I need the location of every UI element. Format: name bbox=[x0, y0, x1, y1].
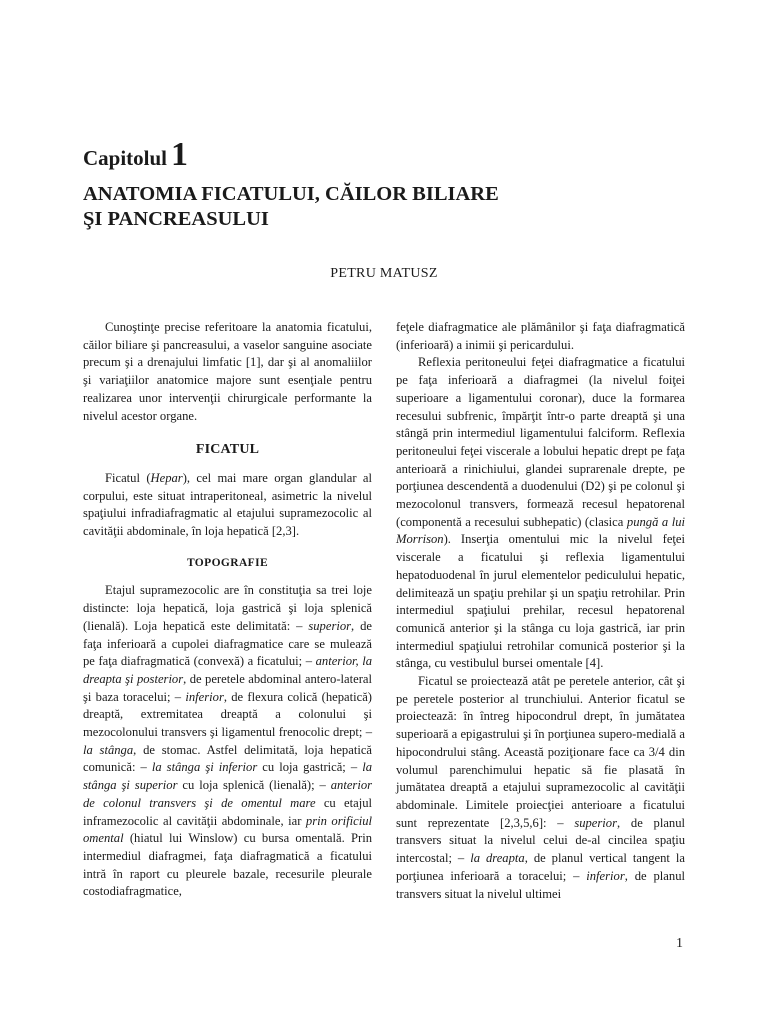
right-column bbox=[396, 319, 685, 903]
text-run: cu loja gastrică; – bbox=[257, 760, 363, 775]
italic-term: la dreapta bbox=[470, 851, 525, 866]
italic-term: inferior bbox=[185, 689, 224, 704]
text-run: , de stomac. Astfel delimitată, loja hepatică comunică: – bbox=[83, 742, 372, 775]
topografie-paragraph bbox=[83, 582, 372, 901]
italic-term: anterior de colonul transvers şi de omentul mare bbox=[83, 778, 373, 810]
text-run: ), cel mai mare organ glandular al corpului, este situat intraperitoneal, asimetric la nivelul spaţiului infradiafragmatic al etajului supramezocolic al cavităţii abdominale, în loja hepatică [2,3]. bbox=[83, 470, 372, 539]
text-run: , de peretele abdominal antero-lateral şi baza toracelui; – bbox=[83, 671, 372, 704]
chapter-title-line-1: ANATOMIA FICATULUI, CĂILOR BILIARE bbox=[83, 183, 499, 205]
page-number: 1 bbox=[676, 936, 683, 951]
text-run: Reflexia peritoneului feţei diafragmatice a ficatului pe faţa inferioară a diafragmei (la nivelul foiţei superioare a ligamentului coronar), duce la formarea recesului subfrenic, împărţit într-o parte dreaptă şi una stângă prin intermediul ligamentului falciform. Reflexia peritoneului feţei viscerale a lobului hepatic drept pe faţa anterioară a rinichiului, glandei suprarenale drepte, pe porţiunea descendentă a duodenului (D2) şi pe colonul şi mezocolonul transvers, formează recesul hepatorenal (componentă a recesului subhepatic) (clasica bbox=[396, 355, 685, 529]
text-run: cu loja splenică (lienală); – bbox=[177, 778, 331, 793]
italic-term: anterior, la dreapta şi posterior bbox=[83, 654, 372, 686]
chapter-title bbox=[83, 182, 703, 232]
text-run: cu etajul inframezocolic al cavităţii abdominale, iar bbox=[83, 795, 372, 828]
reflexia-paragraph bbox=[396, 354, 685, 673]
italic-term: superior bbox=[574, 815, 617, 830]
italic-term: inferior bbox=[586, 868, 625, 883]
italic-term: la stânga şi inferior bbox=[151, 760, 258, 775]
ficatul-paragraph bbox=[83, 470, 372, 541]
text-run: , de flexura colică (hepatică) dreaptă, extremitatea dreaptă a colonului şi mezocolonului transvers şi ligamentul frenocolic drept; – bbox=[83, 689, 372, 740]
text-run: , de planul vertical tangent la porţiunea inferioară a toracelui; – bbox=[396, 851, 685, 883]
subsection-heading-topografie: TOPOGRAFIE bbox=[186, 556, 269, 569]
chapter-number: 1 bbox=[171, 136, 189, 173]
author-name: PETRU MATUSZ bbox=[330, 266, 438, 281]
continuation-paragraph: feţele diafragmatice ale plămânilor şi faţa diafragmatică (inferioară) a inimii şi pericardului. bbox=[396, 320, 685, 352]
italic-term: pungă a lui Morrison bbox=[396, 514, 686, 547]
chapter-label bbox=[83, 138, 188, 172]
italic-term: la stânga şi superior bbox=[83, 760, 372, 793]
italic-term: la stânga bbox=[83, 742, 134, 757]
section-heading-ficatul: FICATUL bbox=[195, 442, 260, 458]
intro-paragraph: Cunoştinţe precise referitoare la anatomia ficatului, căilor biliare şi pancreasului, a vaselor sanguine asociate precum şi a drenajului limfatic [1], dar şi al anomaliilor şi variaţiilor anatomice majore sunt esenţiale pentru realizarea unor intervenţii chirurgicale performante la nivelul acestor organe. bbox=[83, 320, 372, 423]
text-run: Etajul supramezocolic are în constituţia sa trei loje distincte: loja hepatică, loja gastrică şi loja splenică (lienală). Loja hepatică este delimitată: – bbox=[83, 583, 372, 633]
chapter-title-line-2: ŞI PANCREASULUI bbox=[83, 208, 269, 230]
text-run: ). Inserţia omentului mic la nivelul feţei viscerale a ficatului şi reflexia ligamentului hepatoduodenal în jurul elementelor pediculului hepatic, delimitează un spaţiu prehilar şi un spaţiu retrohilar. Prin intermediul spaţiului prehilar, recesul hepatorenal comunică anterior şi la stânga cu loja gastrică, iar prin intermediul spaţiului retrohilar comunică posterior şi la stânga, cu vestibulul bursei omentale [4]. bbox=[396, 532, 685, 671]
text-run: Ficatul se proiectează atât pe peretele anterior, cât şi pe peretele posterior al trunchiului. Anterior ficatul se proiectează: în întreg hipocondrul drept, în jumătatea superioară a epigastrului şi în porţiunea supero-medială a hipocondrului stâng. Această poziţionare face ca 3/4 din volumul parenchimului hepatic să fie plasată în jumătatea dreaptă a etajului supramezocolic al cavităţii abdominale. Limitele proiecţiei anterioare a ficatului sunt reprezentate [2,3,5,6]: – bbox=[396, 674, 685, 830]
text-run: (hiatul lui Winslow) cu bursa omentală. Prin intermediul diafragmei, faţa diafragmatică a ficatului intră în raport cu pleurele bazale, recesurile pleurale costodiafragmatice, bbox=[83, 831, 372, 899]
italic-term: Hepar bbox=[150, 470, 183, 485]
italic-term: prin orificiul omental bbox=[83, 813, 372, 846]
left-column bbox=[83, 319, 372, 901]
chapter-word: Capitolul bbox=[83, 146, 168, 170]
italic-term: superior bbox=[308, 618, 352, 633]
text-run: , de planul transvers situat la nivelul celui de-al cincilea spaţiu intercostal; – bbox=[396, 815, 686, 866]
text-run: , de planul transvers situat la nivelul ultimei bbox=[396, 868, 685, 901]
proiectie-paragraph bbox=[396, 673, 685, 903]
text-run: Ficatul ( bbox=[105, 470, 151, 485]
text-run: , de faţa inferioară a cupolei diafragmatice care se mulează pe faţa diafragmatică (convexă) a ficatului; – bbox=[83, 618, 372, 669]
